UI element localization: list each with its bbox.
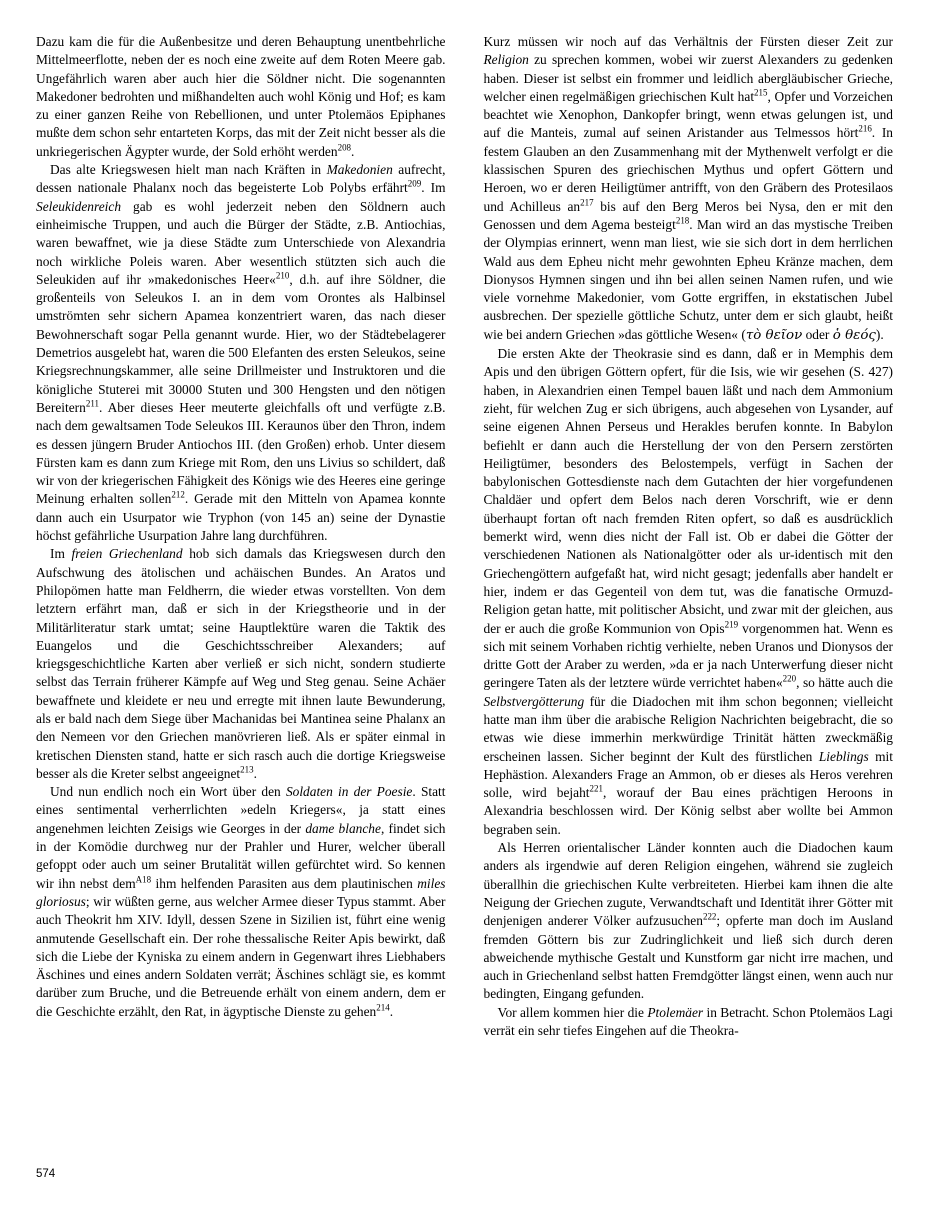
text-run: Im xyxy=(50,546,72,562)
footnote-marker: 221 xyxy=(589,783,603,794)
greek-term: τὸ θεῖον xyxy=(745,327,803,343)
text-run: bis auf den Berg Meros bei Nysa, den er mit den Genossen und dem Agema besteigt xyxy=(483,198,893,232)
text-run: . Im xyxy=(421,180,446,196)
page-number: 574 xyxy=(36,1168,56,1180)
text-run: , findet sich in der Komödie durchweg nur der Prahler und Hurer, welcher überall gefoppt oder auch um seiner Brutalität willen gefürchtet wird. So kennen wir ihn nebst dem xyxy=(36,820,446,891)
text-run: . Man wird an das mystische Treiben der Olympias erinnert, wenn man liest, wie sie sich dort in dem herrlichen Wald aus dem Epheu nicht mehr gewohnten Epheu Kränze machen, dem Dionysos Hymnen singen und ihn bei allen seinen Namen rufen, und wie viele vornehme Makedonier, vom Gotte ergriffen, in ekstatischen Jubel ausbrechen. Der spezielle göttliche Schutz, unter dem er sich glaubt, heißt wie bei andern Griechen »das göttliche Wesen« ( xyxy=(483,216,893,342)
text-run: Als Herren orientalischer Länder konnten auch die Diadochen kaum anders als irgendwie auf deren Religion eingehen, während sie zugleich überallhin die griechischen Kulte verbreiteten. Hierbei kam ihnen die alte Neigung der Griechen zugute, Verwandtschaft und Identität ihrer Götter mit denjenigen anderer Völker aufzusuchen xyxy=(483,840,893,929)
text-run: Vor allem kommen hier die xyxy=(497,1004,648,1020)
text-run: für die Diadochen mit ihm schon begonnen; vielleicht hatte man ihm über die arabische Religion Nachrichten beigebracht, die so etwas wie diese immerhin merkwürdige Trinität hätten zweckmäßig erscheinen lassen. Sicher beginnt der Kult des fürstlichen xyxy=(483,693,893,764)
paragraph xyxy=(484,33,894,345)
two-column-text-body xyxy=(36,33,893,1040)
text-run: aufrecht, dessen nationale Phalanx noch das begeisterte Lob Polybs erfährt xyxy=(36,162,446,196)
italic-term: Selbstvergötterung xyxy=(483,693,585,709)
footnote-marker: 222 xyxy=(702,911,717,922)
text-run: , worauf der Bau eines prächtigen Heroons in Alexandria beschlossen wird. Der König selbst aber wollte bei Ammon begraben sein. xyxy=(483,785,893,837)
text-run: , Opfer und Vorzeichen beachtet wie Xenophon, Dankopfer bringt, wenn etwas gelungen ist, und auf die Manteis, zumal auf seinen Aristander aus Telmessos hört xyxy=(483,88,893,141)
footnote-marker: 210 xyxy=(275,270,290,281)
footnote-marker: 219 xyxy=(724,619,739,630)
italic-term: Lieblings xyxy=(818,748,869,764)
footnote-marker: 214 xyxy=(376,1002,390,1013)
text-run: ). xyxy=(875,326,884,342)
italic-term: Ptolemäer xyxy=(647,1004,704,1020)
text-run: . xyxy=(253,765,257,781)
text-run: Kurz müssen wir noch auf das Verhältnis der Fürsten dieser Zeit zur xyxy=(483,34,893,49)
text-run: . Gerade mit den Mitteln von Apamea konnte dann auch ein Usurpator wie Tryphon (von 145 an) seine der Dynastie höchst gefährliche Usurpation Jahre lang durchführen. xyxy=(36,491,446,544)
footnote-marker: 212 xyxy=(171,489,185,500)
text-run: Die ersten Akte der Theokrasie sind es dann, daß er in Memphis dem Apis und den übrigen Göttern opfert, für die Isis, wie wir gesehen (S. 427) haben, in Alexandrien einen Tempel bauen läßt und nach dem Ammonium zieht, für welchen Zug er sich übrigens, auch abgesehen von Lysander, auf seine eigenen Ahnen Perseus und Herakles berufen konnte. In Babylon befiehlt er dann auch die Herstellung der von den Persern zerstörten Heiligtümer, besonders des Belostempels, verfügt in Sachen der babylonischen Gottesdienste nach dem Gutachten der hier vorgefundenen Chaldäer und opfert dem Belos nach deren Vorschrift, wie er denn überhaupt fortan oft nach fremden Riten opfert, so daß es ausdrücklich bemerkt wird, wenn dies nicht der Fall ist. Ob er dabei die Götter der verschiedenen Nationen als Nationalgötter oder als ur-identisch mit den Griechengöttern aufgefaßt hat, wird nicht gesagt; jedenfalls aber handelt er hier, indem er das Gegenteil von dem tut, was die fanatische Ormuzd-Religion getan hatte, mit politischer Absicht, und zwar mit der gleichen, aus der er auch die große Kommunion von Opis xyxy=(483,346,893,636)
italic-term: Makedonien xyxy=(326,162,393,178)
italic-term: Religion xyxy=(483,52,529,68)
text-run: . In festem Glauben an den Zusammenhang mit der Mythenwelt verfolgt er die klassischen Spuren des griechischen Mythus und opfert Göttern und Heroen, wo er deren Heiligtümer antrifft, von den Gräbern des Protesilaos und Achilleus an xyxy=(483,125,893,214)
text-run: gab es wohl jederzeit neben den Söldnern auch einheimische Truppen, und auch die Bürger der Städte, z.B. Antiochias, waren bewaffnet, wie ja diese Städte zum Unterschiede von Alexandria noch wirkliche Poleis waren. Aber wesentlich stützten sich auch die Seleukiden auf ihr »makedonisches Heer« xyxy=(36,198,446,287)
footnote-marker: 216 xyxy=(858,124,872,135)
italic-term: Soldaten in der Poesie xyxy=(285,784,413,800)
text-run: . xyxy=(351,143,355,159)
footnote-marker: A18 xyxy=(135,874,152,885)
text-run: zu sprechen kommen, wobei wir zuerst Alexanders zu gedenken haben. Dieser ist selbst ein frommer und leidlich abergläubischer Grieche, welcher einen regelmäßigen griechischen Kult hat xyxy=(483,52,893,104)
text-run: ; wir wüßten gerne, aus welcher Armee dieser Typus stammt. Aber auch Theokrit hm XIV. Idyll, dessen Szene in Sizilien ist, führt eine wenig anmutende Gesellschaft ein. Der rohe thessalische Reiter Apis bewirkt, daß sich die Liebe der Kyniska zu einem andern in Gegenwart ihres Liebhabers Äschines und eines andern Soldaten verrät; Äschines schlägt sie, es kommt darüber zum Bruche, und die Betreuende erhält von einem andern, dem er die Geschichte erzählt, den Rat, in ägyptische Dienste zu gehen xyxy=(36,893,446,1019)
text-run: hob sich damals das Kriegswesen durch den Aufschwung des ätolischen und achäischen Bundes. An Aratos und Philopömen hatte man Feldherrn, die wieder etwas vorstellten. Von dem letztern erfährt man, daß er sich in der Kriegstheorie und in der Militärliteratur stark umtat; seine Hauptlektüre waren die Taktik des Euangelos und die Geschichtsschreiber Alexanders; auf kriegsgeschichtliche Karten aber verließ er sich nicht, sondern studierte selbst das Terrain früherer Kämpfe auf Weg und Steg genau. Seine Achäer bewaffnete und kleidete er neu und erregte mit ihnen laute Bewunderung, als er bald nach dem Siege über Machanidas bei Mantinea seine Phalanx an den Nemeen vor den Griechen manövrieren ließ. Als er später einmal in kretischen Diensten stand, hatte er sich rasch auch die dortige Kriegsweise besser als die Kreter selbst angeeignet xyxy=(36,546,446,781)
italic-term: miles gloriosus xyxy=(36,875,446,909)
paragraph xyxy=(484,839,894,1004)
text-run: oder xyxy=(802,326,833,342)
paragraph xyxy=(36,783,446,1021)
left-text-column xyxy=(36,33,446,1040)
italic-term: dame blanche xyxy=(305,820,381,836)
footnote-marker: 218 xyxy=(675,215,690,226)
footnote-marker: 211 xyxy=(85,398,99,409)
italic-term: freien Griechenland xyxy=(71,546,183,562)
text-run: . Statt eines sentimental verherrlichten »edeln Kriegers«, ja statt eines angenehmen leichten Zeisigs wie Georges in der xyxy=(36,784,446,836)
paragraph xyxy=(484,345,894,839)
text-run: ; opferte man doch im Ausland fremden Göttern bis zur Zudringlichkeit und ließ sich durch deren abweichende mythische Gestalt und Kunstform gar nicht irre machen, und auch in Griechenland selbst hatten Fremdgötter längst einen, wenn auch nur bedingten, Eingang gefunden. xyxy=(483,913,893,1002)
paragraph xyxy=(36,33,446,161)
footnote-marker: 209 xyxy=(407,178,422,189)
paragraph xyxy=(484,1004,894,1041)
text-run: , so hätte auch die xyxy=(796,675,893,691)
text-run: . xyxy=(389,1003,394,1019)
text-run: vorgenommen hat. Wenn es sich mit seinem Vorhaben richtig verhielte, neben Uranos und Dionysos der dritte Gott der Araber zu werden, »da er ja nach Unterwerfung dieser nicht geringere Taten als der letztere würde verrichtet haben« xyxy=(483,620,893,691)
footnote-marker: 217 xyxy=(580,197,594,208)
italic-term: Seleukidenreich xyxy=(36,198,122,214)
footnote-marker: 213 xyxy=(240,764,254,775)
footnote-marker: 208 xyxy=(337,142,352,153)
text-run: Und nun endlich noch ein Wort über den xyxy=(50,784,286,800)
footnote-marker: 220 xyxy=(782,673,797,684)
text-run: Dazu kam die für die Außenbesitze und deren Behauptung unentbehrliche Mittelmeerflotte, neben der es noch eine zweite auf dem Roten Meere gab. Ungefährlich waren aber auch hier die Söldner nicht. Die sogenannten Makedoner bedrohten und mißhandelten auch wohl König und Hof; es kam zu einer ganzen Reihe von Rebellionen, und unter Ptolemäos Epiphanes mußte dem schon sehr entarteten Korps, das mit der Zeit nicht besser als die unkriegerischen Ägypter wurde, der Sold erhöht werden xyxy=(36,34,446,159)
text-run: , d.h. auf ihre Söldner, die großenteils von Seleukos I. an in dem vom Orontes als Halbinsel umströmten sehr sichern Apamea konzentriert waren, das nach dieser Bewohnerschaft sogar Pella genannt wurde. Hier, wo der Städtebelagerer Demetrios ausgelebt hat, waren die 500 Elefanten des ersten Seleukos, seine Kriegsrechnungskammer, alle seine Drillmeister und Instruktoren und die königliche Stuterei mit 30000 Stuten und 300 Hengsten und den nötigen Bereitern xyxy=(36,271,446,415)
right-text-column xyxy=(484,33,894,1040)
text-run: . Aber dieses Heer meuterte gleichfalls oft und verfügte z.B. nach dem gewaltsamen Tode Seleukos III. Keraunos über den Thron, indem es dessen jüngern Bruder Antiochos III. (den Großen) erhob. Unter diesem Fürsten kam es dann zum Kriege mit Rom, den uns Livius so schildert, daß wir von der kriegerischen Fähigkeit des Königs wie des Heeres eine geringe Meinung erhalten sollen xyxy=(36,399,446,507)
paragraph xyxy=(36,161,446,545)
text-run: in Betracht. Schon Ptolemäos Lagi verrät ein sehr tiefes Eingehen auf die Theokra- xyxy=(483,1004,893,1039)
paragraph xyxy=(36,545,446,783)
text-run: ihm helfenden Parasiten aus dem plautinischen xyxy=(151,875,418,891)
text-run: mit Hephästion. Alexanders Frage an Ammon, ob er dieses als Heros verehren solle, wird bejaht xyxy=(483,748,893,801)
text-run: Das alte Kriegswesen hielt man nach Kräften in xyxy=(50,162,327,178)
greek-term: ὁ θεός xyxy=(832,327,876,343)
footnote-marker: 215 xyxy=(754,87,768,98)
